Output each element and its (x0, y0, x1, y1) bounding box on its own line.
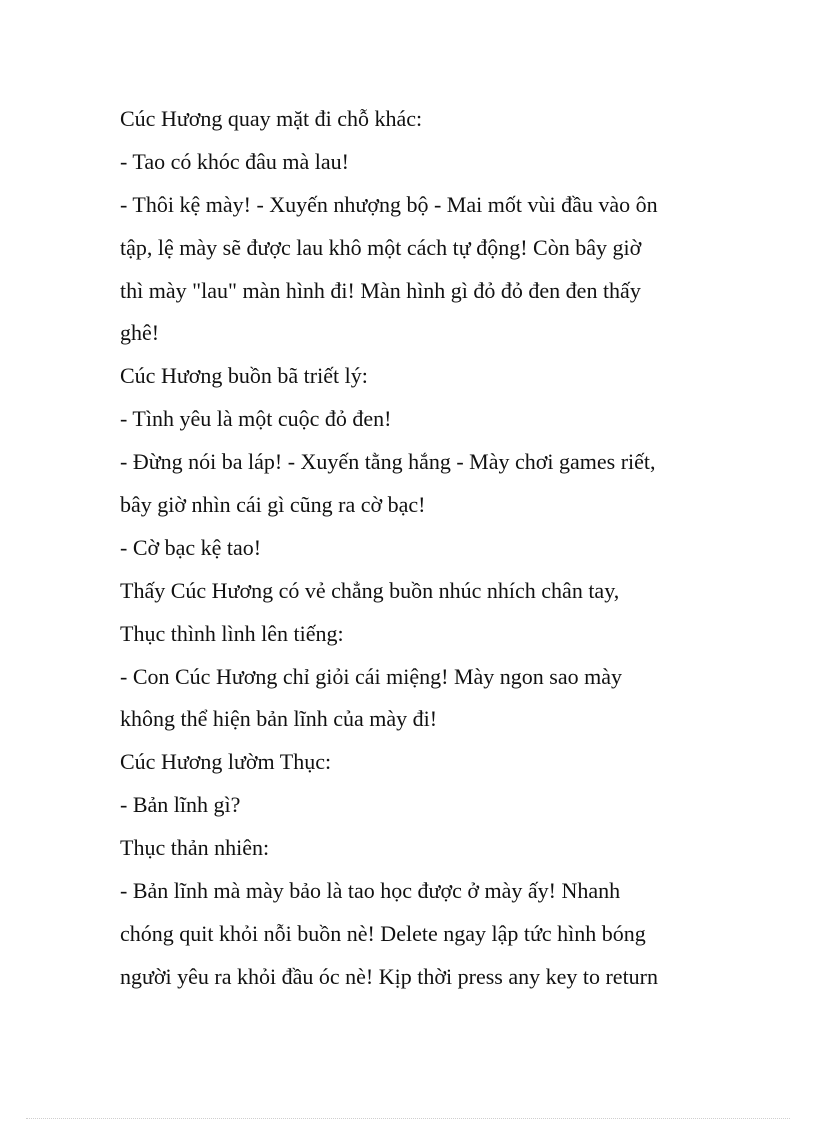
text-line: người yêu ra khỏi đầu óc nè! Kịp thời press any key to return (120, 963, 659, 989)
page-bottom-divider (26, 1118, 790, 1119)
text-line: - Bản lĩnh gì? (120, 792, 241, 818)
text-line: Cúc Hương buồn bã triết lý: (120, 363, 368, 389)
text-line: - Thôi kệ mày! - Xuyến nhượng bộ - Mai mốt vùi đầu vào ôn (120, 191, 658, 217)
text-line: - Cờ bạc kệ tao! (120, 534, 262, 560)
text-line: Thục thình lình lên tiếng: (120, 620, 344, 646)
text-line: - Bản lĩnh mà mày bảo là tao học được ở mày ấy! Nhanh (120, 878, 621, 904)
text-line: thì mày "lau" màn hình đi! Màn hình gì đỏ đỏ đen đen thấy (120, 277, 641, 303)
text-line: Cúc Hương quay mặt đi chỗ khác: (120, 106, 423, 131)
text-line: chóng quit khỏi nỗi buồn nè! Delete ngay lập tức hình bóng (120, 920, 646, 946)
text-line: Thục thản nhiên: (120, 835, 270, 861)
text-line: bây giờ nhìn cái gì cũng ra cờ bạc! (120, 492, 426, 518)
text-line: Cúc Hương lườm Thục: (120, 749, 332, 775)
text-line: tập, lệ mày sẽ được lau khô một cách tự động! Còn bây giờ (120, 234, 642, 260)
text-line: - Con Cúc Hương chỉ giỏi cái miệng! Mày ngon sao mày (120, 663, 622, 689)
text-line: ghê! (120, 320, 160, 346)
document-text (120, 98, 700, 999)
text-line: không thể hiện bản lĩnh của mày đi! (120, 706, 438, 732)
text-line: - Tình yêu là một cuộc đỏ đen! (120, 406, 392, 432)
text-line: - Đừng nói ba láp! - Xuyến tằng hắng - Mày chơi games riết, (120, 449, 656, 475)
text-line: Thấy Cúc Hương có vẻ chẳng buồn nhúc nhích chân tay, (120, 577, 620, 603)
text-line: - Tao có khóc đâu mà lau! (120, 148, 349, 174)
